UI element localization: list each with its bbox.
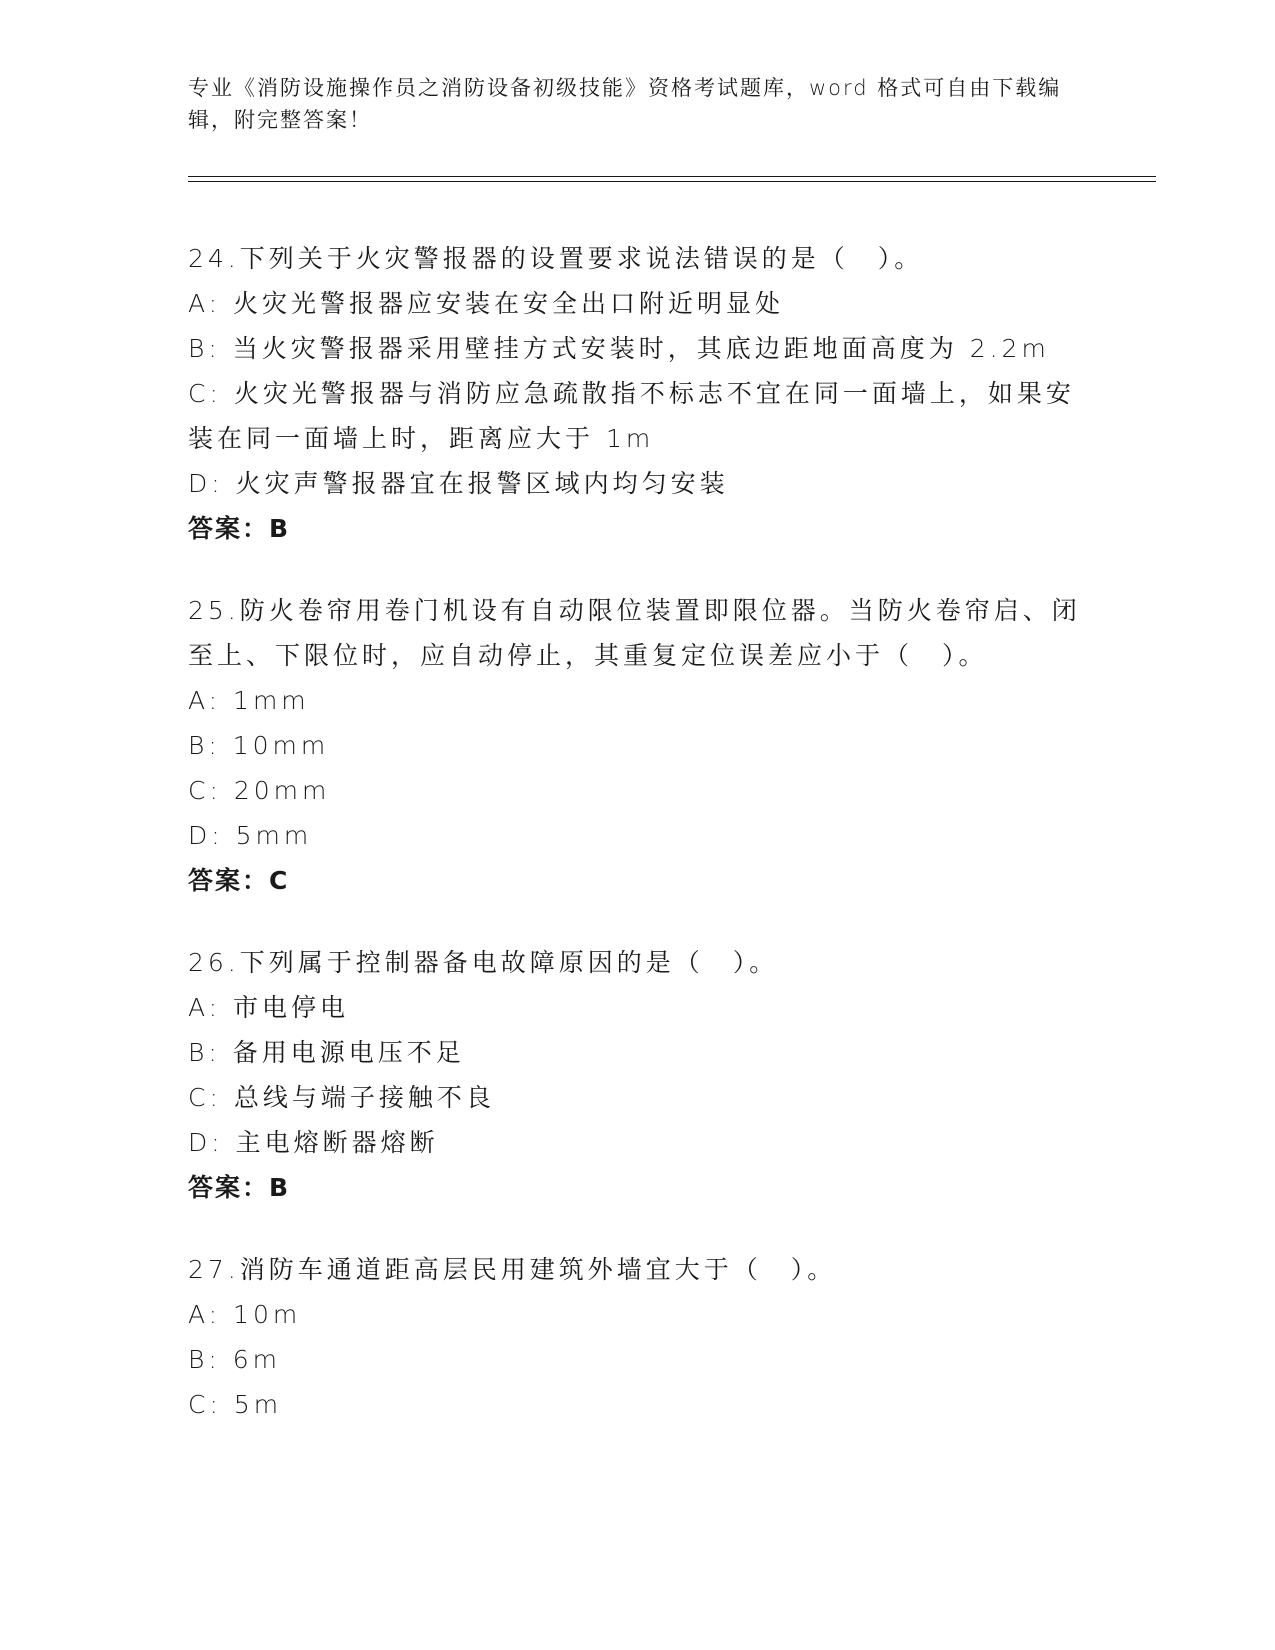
answer-label: 答案：C — [188, 866, 290, 895]
header-divider-top — [188, 176, 1156, 177]
option-b: B: 10mm — [188, 731, 330, 760]
option-b: B: 备用电源电压不足 — [188, 1038, 465, 1067]
option-b: B: 6m — [188, 1345, 281, 1374]
header-divider-bottom — [188, 181, 1156, 182]
option-c: C: 20mm — [188, 776, 331, 805]
option-b: B: 当火灾警报器采用壁挂方式安装时，其底边距地面高度为 2.2m — [188, 334, 1050, 363]
option-a: A: 1mm — [188, 686, 310, 715]
question-24 — [188, 236, 1088, 552]
question-stem: 26.下列属于控制器备电故障原因的是（ ）。 — [188, 948, 779, 977]
option-d: D: 5mm — [188, 821, 313, 850]
question-27 — [188, 1247, 1088, 1427]
question-25 — [188, 588, 1088, 904]
question-stem: 25.防火卷帘用卷门机设有自动限位装置即限位器。当防火卷帘启、闭至上、下限位时，应自动停止，其重复定位误差应小于（ ）。 — [188, 596, 1081, 670]
option-d: D: 火灾声警报器宜在报警区域内均匀安装 — [188, 469, 729, 498]
question-list — [188, 236, 1088, 1463]
option-d: D: 主电熔断器熔断 — [188, 1128, 439, 1157]
header-text: 专业《消防设施操作员之消防设备初级技能》资格考试题库，word 格式可自由下载编辑，附完整答案！ — [188, 76, 1062, 132]
option-c: C: 总线与端子接触不良 — [188, 1083, 495, 1112]
option-a: A: 火灾光警报器应安装在安全出口附近明显处 — [188, 289, 785, 318]
document-header — [188, 72, 1068, 136]
option-c: C: 火灾光警报器与消防应急疏散指不标志不宜在同一面墙上，如果安装在同一面墙上时，距离应大于 1m — [188, 379, 1075, 453]
answer-label: 答案：B — [188, 1173, 291, 1202]
answer-label: 答案：B — [188, 514, 291, 543]
question-stem: 24.下列关于火灾警报器的设置要求说法错误的是（ ）。 — [188, 244, 924, 273]
question-26 — [188, 940, 1088, 1211]
question-stem: 27.消防车通道距高层民用建筑外墙宜大于（ ）。 — [188, 1255, 837, 1284]
option-a: A: 10m — [188, 1300, 302, 1329]
option-a: A: 市电停电 — [188, 993, 350, 1022]
option-c: C: 5m — [188, 1390, 283, 1419]
